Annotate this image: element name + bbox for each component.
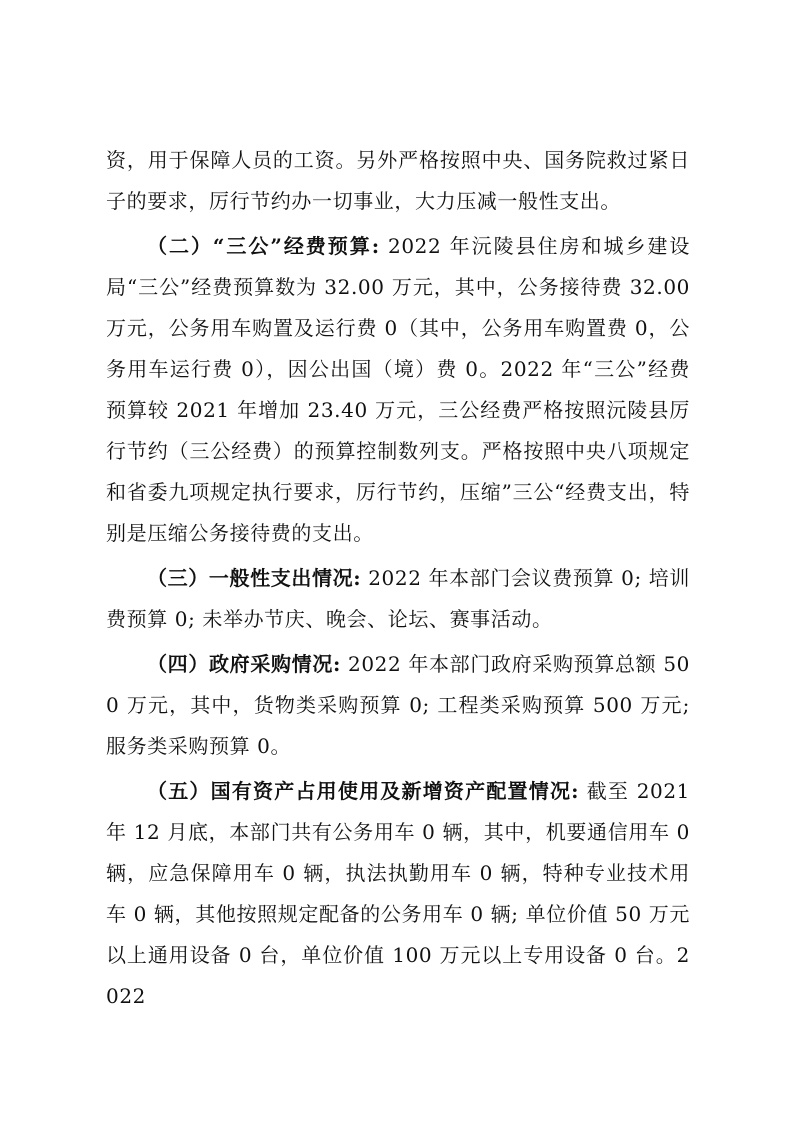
paragraph-general-expenditure xyxy=(106,558,690,640)
paragraph-government-procurement xyxy=(106,644,690,767)
section-heading: （四）政府采购情况: xyxy=(147,652,341,676)
paragraph-body: 2022 年本部门会议费预算 0; 培训费预算 0; 未举办节庆、晚会、论坛、赛事活动。 xyxy=(106,566,690,631)
paragraph-state-assets xyxy=(106,771,690,1017)
section-heading: （二）“三公”经费预算: xyxy=(147,234,380,258)
paragraph-continuation xyxy=(106,140,690,222)
section-heading: （三）一般性支出情况: xyxy=(147,566,362,590)
paragraph-body: 资，用于保障人员的工资。另外严格按照中央、国务院救过紧日子的要求，厉行节约办一切事业，大力压减一般性支出。 xyxy=(106,148,690,213)
paragraph-three-public-expenses xyxy=(106,226,690,554)
paragraph-body: 截至 2021 年 12 月底，本部门共有公务用车 0 辆，其中，机要通信用车 0 辆，应急保障用车 0 辆，执法执勤用车 0 辆，特种专业技术用车 0 辆，其他按照规定配备的公务用车 0 辆; 单位价值 50 万元以上通用设备 0 台，单位价值 100 万元以上专用设备 0 台。2022 xyxy=(106,779,691,1008)
document-page xyxy=(106,140,690,1021)
paragraph-body: 2022 年本部门政府采购预算总额 500 万元，其中，货物类采购预算 0; 工程类采购预算 500 万元; 服务类采购预算 0。 xyxy=(106,652,690,758)
paragraph-body: 2022 年沅陵县住房和城乡建设局“三公”经费预算数为 32.00 万元，其中，公务接待费 32.00 万元，公务用车购置及运行费 0（其中，公务用车购置费 0，公务用车运行费 0），因公出国（境）费 0。2022 年“三公”经费预算较 2021 年增加 23.40 万元，三公经费严格按照沅陵县厉行节约（三公经费）的预算控制数列支。严格按照中央八项规定和省委九项规定执行要求，厉行节约，压缩”三公“经费支出，特别是压缩公务接待费的支出。 xyxy=(106,234,690,545)
section-heading: （五）国有资产占用使用及新增资产配置情况: xyxy=(147,779,580,803)
